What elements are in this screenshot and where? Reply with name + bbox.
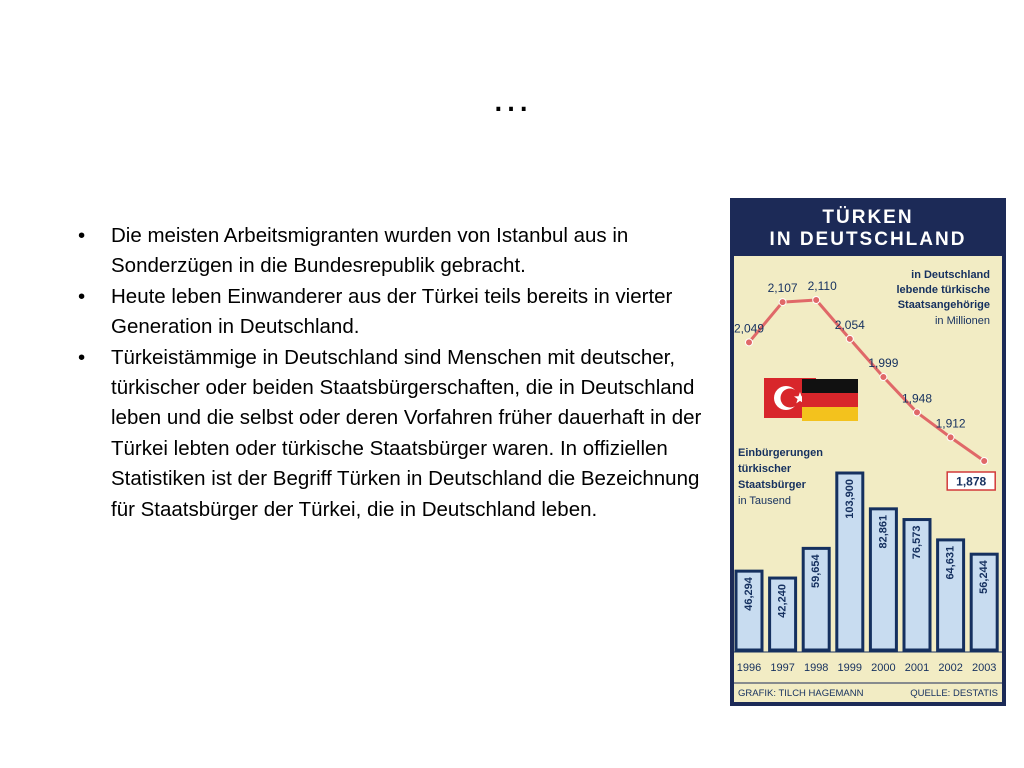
x-tick-label: 2000 [871,662,896,674]
bullet-text: Die meisten Arbeitsmigranten wurden von Istanbul aus in Sonderzügen in die Bundesrepublik gebracht. [111,224,629,278]
bullet-list [78,221,716,525]
bullet-dot-icon: • [78,284,86,308]
chart-figure [730,198,1006,706]
bar-value-label: 46,294 [743,577,755,611]
bar-value-label: 64,631 [944,545,957,580]
x-tick-label: 1996 [736,662,762,674]
bullet-item [78,221,716,282]
line-legend-line: in Millionen [934,315,990,327]
chart-title-line-1: TÜRKEN [822,207,914,228]
german-flag [802,379,858,421]
x-tick-label: 1997 [770,662,795,674]
line-value-label: 2,054 [834,317,865,332]
line-point-2003 [981,458,988,465]
x-tick-label: 1999 [837,662,863,674]
slide-title: … [491,76,533,120]
x-tick-label: 2003 [971,662,997,674]
line-point-1999 [846,335,853,342]
bar-legend-line: Einbürgerungen [738,447,823,459]
line-point-2000 [880,374,887,381]
line-value-label: 2,049 [733,321,765,336]
x-tick-label: 1998 [803,662,829,674]
bullet-item [78,343,716,525]
x-tick-label: 2002 [938,662,963,674]
x-tick-label: 2001 [904,662,930,674]
bullet-text: Heute leben Einwanderer aus der Türkei teils bereits in vierter Generation in Deutschland. [111,284,673,339]
line-point-2002 [947,434,954,441]
line-value-label: 1,878 [956,474,987,489]
bar-value-label: 56,244 [978,560,991,594]
german-flag-black-stripe [802,379,858,393]
bar-legend-line: in Tausend [738,495,792,507]
chart-footer-credit: GRAFIK: TILCH HAGEMANN [738,688,864,699]
bullet-item [78,282,716,343]
german-flag-red-stripe [802,393,858,407]
line-point-1998 [813,297,820,304]
german-flag-gold-stripe [802,407,858,421]
bar-value-label: 82,861 [877,514,890,549]
bar-value-label: 76,573 [911,525,923,560]
line-legend-line: lebende türkische [896,284,990,296]
line-value-label: 1,999 [868,356,899,371]
line-value-label: 1,912 [935,416,966,431]
line-legend-line: in Deutschland [911,269,990,281]
chart-title-line-2: IN DEUTSCHLAND [769,229,967,250]
line-point-1997 [779,299,786,306]
bullet-dot-icon: • [78,224,86,247]
bar-value-label: 103,900 [843,479,856,519]
line-value-label: 2,107 [767,281,798,296]
line-point-1996 [746,339,753,346]
line-value-label: 2,110 [807,279,837,293]
chart-footer-source: QUELLE: DESTATIS [910,688,998,699]
bar-legend-line: türkischer [738,463,792,475]
bar-value-label: 59,654 [810,554,823,589]
bar-legend-line: Staatsbürger [738,479,806,491]
chart-svg [730,198,1006,706]
bar-value-label: 42,240 [776,584,789,618]
line-value-label: 1,948 [901,391,933,406]
bullet-dot-icon: • [78,345,86,369]
line-point-2001 [914,409,921,416]
bullet-text: Türkeistämmige in Deutschland sind Menschen mit deutscher, türkischer oder beiden Staatsbürgerschaften, die in Deutschland leben und die selbst oder deren Vorfahren früher dauerhaft in der Türkei lebten oder türkische Staatsbürger waren. In offiziellen Statistiken ist der Begriff Türken in Deutschland die Bezeichnung für Staatsbürger der Türkei, die in Deutschland leben. [111,345,702,521]
line-legend-line: Staatsangehörige [897,299,990,311]
